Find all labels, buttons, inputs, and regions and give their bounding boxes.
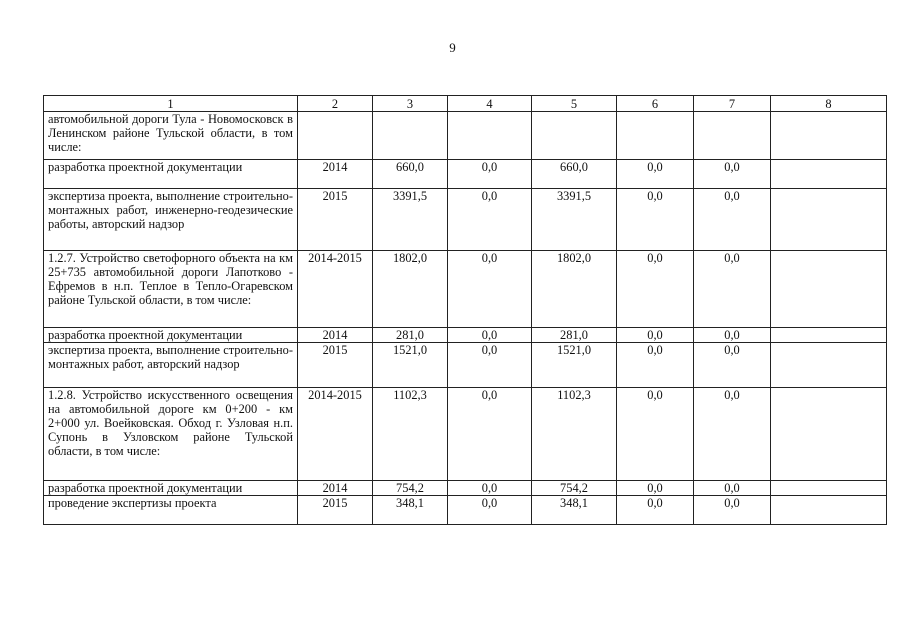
column-header: 5 <box>532 96 617 112</box>
row-description: 1.2.8. Устройство искусственного освещения на автомобильной дороге км 0+200 - км 2+000 ул. Воейковская. Обход г. Узловая н.п. Супонь в Узловском районе Тульской области, в том числе: <box>44 388 298 481</box>
column-header: 1 <box>44 96 298 112</box>
column-header: 2 <box>298 96 373 112</box>
row-description: разработка проектной документации <box>44 160 298 189</box>
row-col6: 0,0 <box>617 343 694 388</box>
row-col7: 0,0 <box>694 251 771 328</box>
row-col4 <box>448 112 532 160</box>
row-col8 <box>771 388 887 481</box>
row-col8 <box>771 328 887 343</box>
table-row <box>44 251 887 328</box>
table-row <box>44 343 887 388</box>
row-col8 <box>771 189 887 251</box>
row-col6: 0,0 <box>617 251 694 328</box>
row-col4: 0,0 <box>448 343 532 388</box>
row-year: 2015 <box>298 189 373 251</box>
column-header: 6 <box>617 96 694 112</box>
row-year: 2015 <box>298 496 373 525</box>
column-header: 3 <box>373 96 448 112</box>
row-year: 2014 <box>298 328 373 343</box>
row-col6: 0,0 <box>617 160 694 189</box>
column-header: 7 <box>694 96 771 112</box>
row-total: 1521,0 <box>373 343 448 388</box>
row-description: автомобильной дороги Тула - Новомосковск в Ленинском районе Тульской области, в том числе: <box>44 112 298 160</box>
table-row <box>44 112 887 160</box>
page-number: 9 <box>449 40 456 55</box>
row-col8 <box>771 112 887 160</box>
row-col8 <box>771 160 887 189</box>
table-row <box>44 189 887 251</box>
row-description: разработка проектной документации <box>44 481 298 496</box>
row-col6: 0,0 <box>617 388 694 481</box>
row-col4: 0,0 <box>448 251 532 328</box>
row-col5: 1102,3 <box>532 388 617 481</box>
row-col6: 0,0 <box>617 328 694 343</box>
row-col5: 1802,0 <box>532 251 617 328</box>
row-col5: 754,2 <box>532 481 617 496</box>
row-col5: 1521,0 <box>532 343 617 388</box>
table-row <box>44 496 887 525</box>
row-col7: 0,0 <box>694 481 771 496</box>
row-year: 2014 <box>298 160 373 189</box>
row-col4: 0,0 <box>448 388 532 481</box>
row-total: 1802,0 <box>373 251 448 328</box>
row-col6: 0,0 <box>617 189 694 251</box>
row-col8 <box>771 251 887 328</box>
table-row <box>44 388 887 481</box>
row-col7: 0,0 <box>694 496 771 525</box>
row-col4: 0,0 <box>448 328 532 343</box>
row-total: 1102,3 <box>373 388 448 481</box>
row-col8 <box>771 481 887 496</box>
row-year: 2014-2015 <box>298 251 373 328</box>
row-total: 660,0 <box>373 160 448 189</box>
row-col7: 0,0 <box>694 328 771 343</box>
row-year: 2014 <box>298 481 373 496</box>
row-col5 <box>532 112 617 160</box>
column-header: 8 <box>771 96 887 112</box>
row-description: экспертиза проекта, выполнение строительно-монтажных работ, инженерно-геодезические работы, авторский надзор <box>44 189 298 251</box>
row-col6: 0,0 <box>617 496 694 525</box>
row-col6: 0,0 <box>617 481 694 496</box>
row-col5: 660,0 <box>532 160 617 189</box>
row-description: проведение экспертизы проекта <box>44 496 298 525</box>
row-col7: 0,0 <box>694 343 771 388</box>
row-total: 281,0 <box>373 328 448 343</box>
row-col4: 0,0 <box>448 481 532 496</box>
row-col8 <box>771 343 887 388</box>
row-col5: 348,1 <box>532 496 617 525</box>
row-col7 <box>694 112 771 160</box>
row-year: 2015 <box>298 343 373 388</box>
row-description: 1.2.7. Устройство светофорного объекта на км 25+735 автомобильной дороги Лапотково - Ефремов в н.п. Теплое в Тепло-Огаревском районе Тульской области, в том числе: <box>44 251 298 328</box>
column-header: 4 <box>448 96 532 112</box>
table-row <box>44 328 887 343</box>
row-year: 2014-2015 <box>298 388 373 481</box>
row-total: 3391,5 <box>373 189 448 251</box>
row-col7: 0,0 <box>694 388 771 481</box>
row-total: 754,2 <box>373 481 448 496</box>
row-col7: 0,0 <box>694 160 771 189</box>
row-total <box>373 112 448 160</box>
row-col4: 0,0 <box>448 189 532 251</box>
table-row <box>44 160 887 189</box>
row-col4: 0,0 <box>448 496 532 525</box>
table-row <box>44 481 887 496</box>
row-description: разработка проектной документации <box>44 328 298 343</box>
row-col8 <box>771 496 887 525</box>
header-row <box>44 96 887 112</box>
row-col5: 3391,5 <box>532 189 617 251</box>
row-col5: 281,0 <box>532 328 617 343</box>
row-col6 <box>617 112 694 160</box>
budget-table <box>43 95 887 525</box>
row-year <box>298 112 373 160</box>
row-col4: 0,0 <box>448 160 532 189</box>
row-total: 348,1 <box>373 496 448 525</box>
row-description: экспертиза проекта, выполнение строительно-монтажных работ, авторский надзор <box>44 343 298 388</box>
row-col7: 0,0 <box>694 189 771 251</box>
